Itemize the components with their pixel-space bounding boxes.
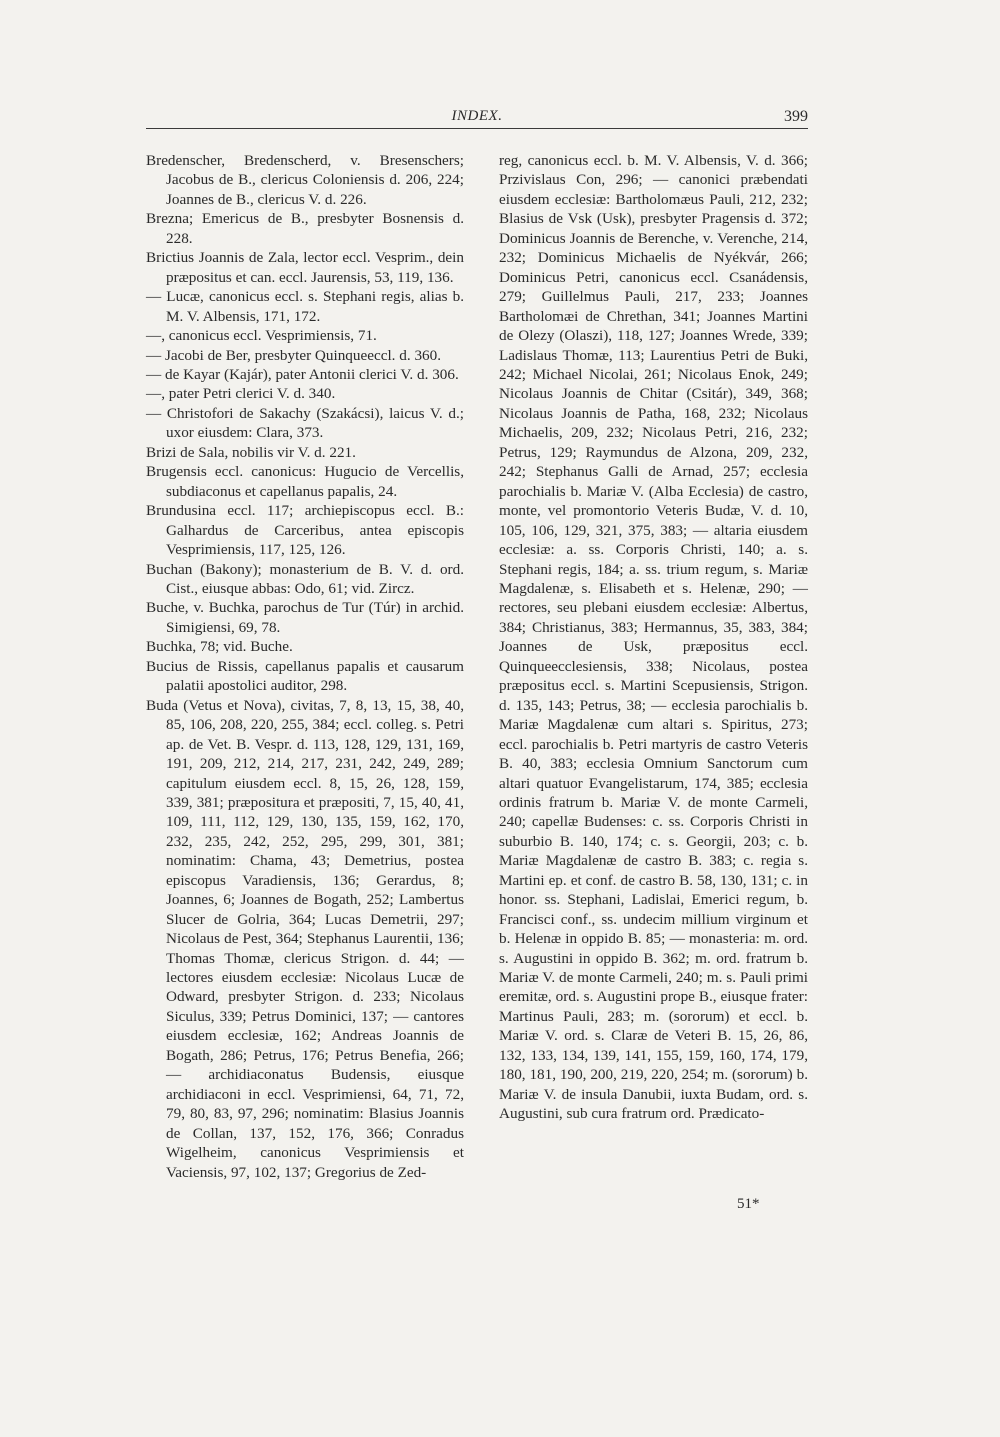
right-index-column	[499, 151, 808, 1124]
running-header	[146, 108, 808, 130]
index-entry: — Lucæ, canonicus eccl. s. Stephani regis, alias b. M. V. Albensis, 171, 172.	[146, 288, 464, 325]
index-entry: Buda (Vetus et Nova), civitas, 7, 8, 13, 15, 38, 40, 85, 106, 208, 220, 255, 384; eccl. colleg. s. Petri ap. de Vet. B. Vespr. d. 113, 128, 129, 131, 169, 191, 209, 212, 214, 217, 231, 242, 249, 289; capitulum eiusdem eccl. 8, 15, 26, 128, 159, 339, 381; præpositura et præpositi, 7, 15, 40, 41, 109, 111, 112, 129, 130, 135, 159, 162, 170, 232, 235, 242, 252, 295, 299, 301, 381; nominatim: Chama, 43; Demetrius, postea episcopus Varadiensis, 136; Gerardus, 8; Joannes, 6; Joannes de Bogath, 252; Lambertus Slucer de Golria, 364; Lucas Demetrii, 297; Nicolaus de Pest, 364; Stephanus Laurentii, 136; Thomas Thomæ, clericus Strigon. d. 44; — lectores eiusdem ecclesiæ: Nicolaus Lucæ de Odward, presbyter Strigon. d. 233; Nicolaus Siculus, 339; Petrus Dominici, 137; — cantores eiusdem ecclesiæ, 162; Andreas Joannis de Bogath, 286; Petrus, 176; Petrus Benefia, 266; — archidiaconatus Budensis, eiusque archidiaconi in eccl. Vesprimiensi, 64, 71, 72, 79, 80, 83, 97, 296; nominatim: Blasius Joannis de Collan, 137, 152, 176, 366; Conradus Wigelheim, canonicus Vesprimiensis et Vaciensis, 97, 102, 137; Gregorius de Zed-	[146, 696, 464, 1181]
index-entry: —, canonicus eccl. Vesprimiensis, 71.	[146, 327, 377, 345]
left-index-column	[146, 151, 464, 1182]
index-entry: Bucius de Rissis, capellanus papalis et causarum palatii apostolici auditor, 298.	[146, 657, 464, 695]
index-entry: Brizi de Sala, nobilis vir V. d. 221.	[146, 443, 356, 461]
signature-mark: 51*	[737, 1196, 760, 1212]
index-entry: — Christofori de Sakachy (Szakácsi), laicus V. d.; uxor eiusdem: Clara, 373.	[146, 404, 464, 442]
index-entry: Buche, v. Buchka, parochus de Tur (Túr) in archid. Simigiensi, 69, 78.	[146, 599, 464, 636]
page-number: 399	[784, 108, 808, 125]
index-entry: Brugensis eccl. canonicus: Hugucio de Vercellis, subdiaconus et capellanus papalis, 24.	[146, 463, 464, 500]
index-entry: — Jacobi de Ber, presbyter Quinqueeccl. d. 360.	[146, 346, 442, 364]
index-entry: Buchan (Bakony); monasterium de B. V. d. ord. Cist., eiusque abbas: Odo, 61; vid. Zircz.	[146, 560, 464, 597]
index-entry: Brundusina eccl. 117; archiepiscopus eccl. B.: Galhardus de Carceribus, antea episcopis Vesprimiensis, 117, 125, 126.	[146, 502, 464, 559]
index-entry: Brictius Joannis de Zala, lector eccl. Vesprim., dein præpositus et can. eccl. Jaurensis, 53, 119, 136.	[146, 249, 464, 286]
index-entry: Bredenscher, Bredenscherd, v. Bresenschers; Jacobus de B., clericus Coloniensis d. 206, 224; Joannes de B., clericus V. d. 226.	[146, 152, 464, 208]
header-title: INDEX.	[451, 108, 503, 124]
index-entry: Brezna; Emericus de B., presbyter Bosnensis d. 228.	[146, 210, 464, 247]
index-entry: Buchka, 78; vid. Buche.	[146, 638, 293, 656]
header-rule	[146, 128, 808, 129]
index-entry: —, pater Petri clerici V. d. 340.	[146, 385, 336, 403]
index-entry: — de Kayar (Kajár), pater Antonii clerici V. d. 306.	[146, 365, 459, 383]
index-entry-continuation: reg, canonicus eccl. b. M. V. Albensis, V. d. 366; Przivislaus Con, 296; — canonici præbendati eiusdem ecclesiæ: Bartholomæus Pauli, 212, 232; Blasius de Vsk (Usk), presbyter Pragensis d. 372; Dominicus Joannis de Berenche, v. Verenche, 214, 232; Dominicus Michaelis de Nyékvár, 266; Dominicus Petri, canonicus eccl. Csanádensis, 279; Guillelmus Pauli, 217, 233; Joannes Bartholomæi de Chrethan, 341; Joannes Martini de Olezy (Olaszi), 118, 127; Joannes Wrede, 339; Ladislaus Thomæ, 113; Laurentius Petri de Buki, 242; Michael Nicolai, 261; Nicolaus Enok, 249; Nicolaus Joannis de Chitar (Csitár), 349, 368; Nicolaus Joannis de Patha, 168, 232; Nicolaus Michaelis, 209, 232; Nicolaus Petri, 216, 232; Petrus, 129; Raymundus de Alzona, 209, 232, 242; Stephanus Galli de Arnad, 257; ecclesia parochialis b. Mariæ V. (Alba Ecclesia) de castro, monte, vel promontorio Veteris Budæ, V. d. 10, 105, 106, 129, 321, 375, 383; — altaria eiusdem ecclesiæ: a. ss. Corporis Christi, 140; a. s. Stephani regis, 184; a. ss. trium regum, s. Mariæ Magdalenæ, s. Elisabeth et s. Helenæ, 290; — rectores, seu plebani eiusdem ecclesiæ: Albertus, 384; Christianus, 383; Hermannus, 35, 383, 384; Joannes de Usk, præpositus eccl. Quinqueecclesiensis, 338; Nicolaus, postea præpositus eccl. s. Martini Scepusiensis, Strigon. d. 135, 143; Petrus, 38; — ecclesia parochialis b. Mariæ Magdalenæ cum altari s. Spiritus, 273; eccl. parochialis b. Petri martyris de castro Veteris B. 40, 383; ecclesia Omnium Sanctorum cum altari quatuor Evangelistarum, 174, 385; ecclesia ordinis fratrum b. Mariæ V. de monte Carmeli, 240; capellæ Budenses: c. ss. Corporis Christi in suburbio B. 140, 174; c. s. Georgii, 203; c. b. Mariæ Magdalenæ de castro B. 383; c. regia s. Martini ep. et conf. de castro B. 58, 130, 131; c. in honor. ss. Stephani, Ladislai, Emerici regum, b. Francisci conf., ss. undecim millium virginum et b. Helenæ in oppido B. 85; — monasteria: m. ord. s. Augustini in oppido B. 362; m. ord. fratrum b. Mariæ V. de monte Carmeli, 240; m. s. Pauli primi eremitæ, ord. s. Augustini prope B., eiusque frater: Martinus Pauli, 283; m. (sororum) et eccl. b. Mariæ V. ord. s. Claræ de Veteri B. 15, 26, 86, 132, 133, 134, 139, 141, 155, 159, 160, 174, 179, 180, 181, 190, 200, 219, 220, 254; m. (sororum) b. Mariæ V. de insula Danubii, iuxta Budam, ord. s. Augustini, sub cura fratrum ord. Prædicato-	[499, 152, 808, 1123]
